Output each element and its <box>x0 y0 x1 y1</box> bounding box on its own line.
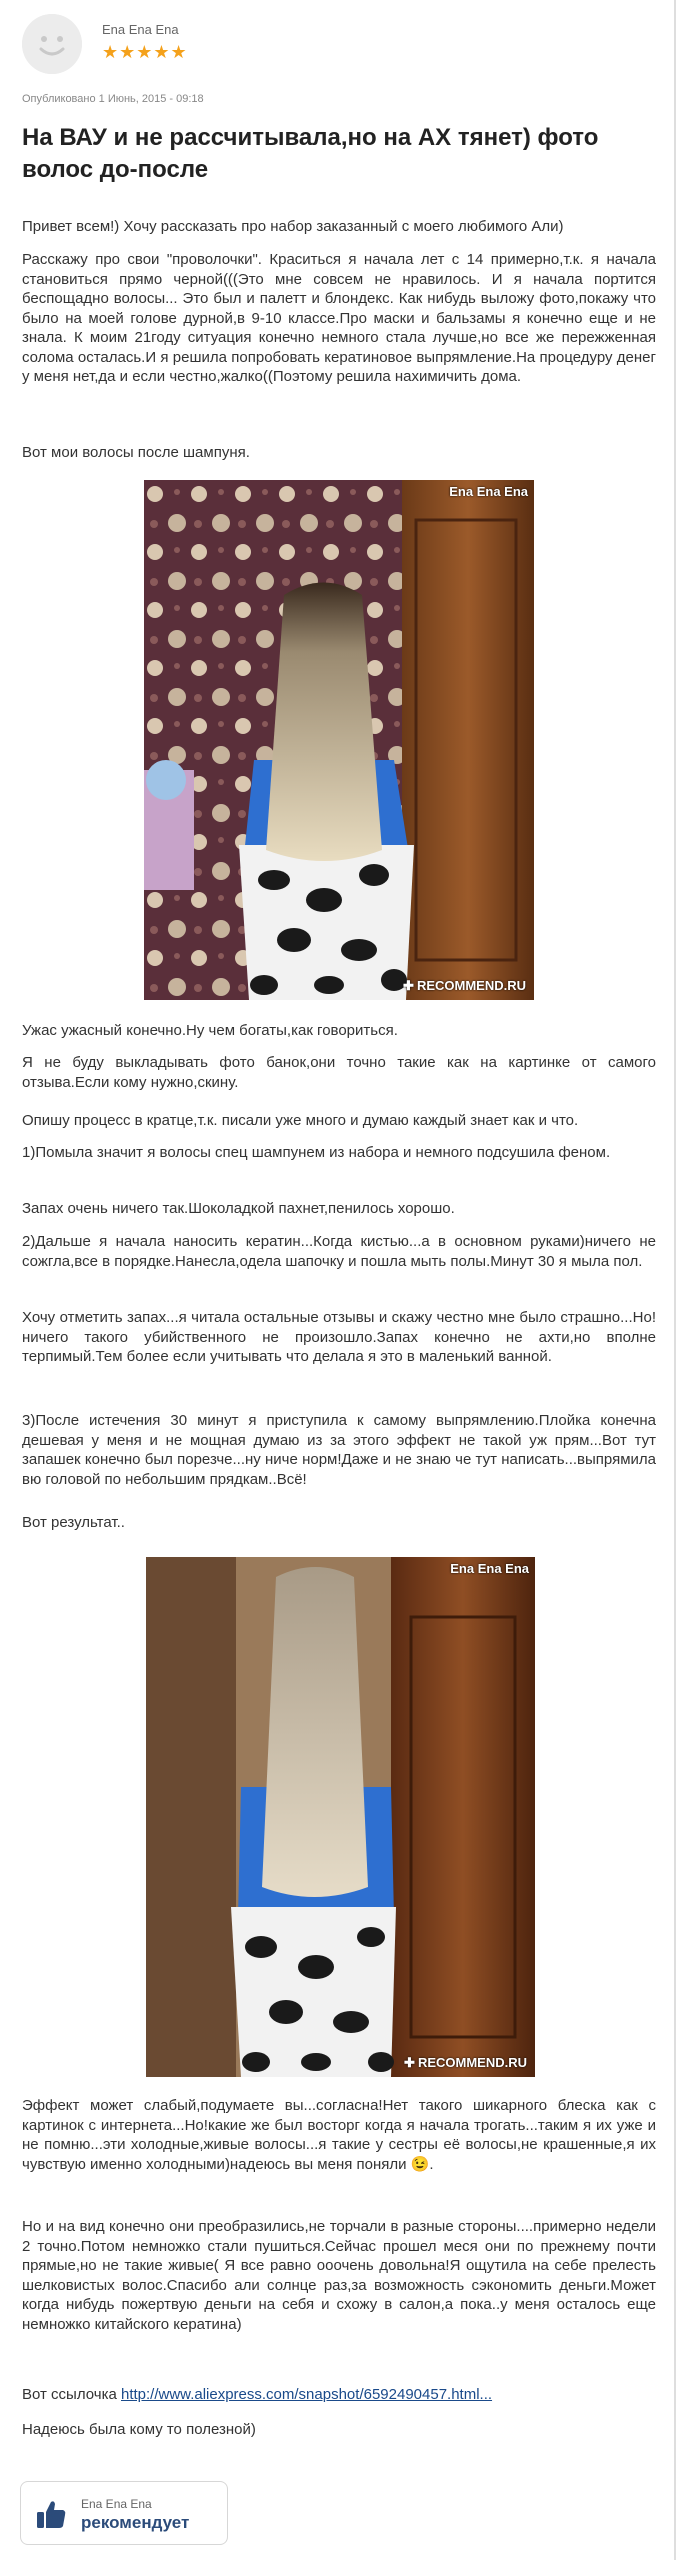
rating-stars: ★★★★★ <box>102 42 188 62</box>
photo-watermark-site: ✚ RECOMMEND.RU <box>403 978 526 993</box>
recommend-logo-icon: ✚ <box>404 2055 415 2070</box>
paragraph-10: Но и на вид конечно они преобразились,не торчали в разные стороны....примерно недели 2 точно.Потом немножко стали пушиться.Сейчас прошел меся они по прежнему почти прямые,но не такие живые( Я все равно ооочень довольна!Я ощутила на себе прелесть шелковистых волос.Спасибо али солнце раз,за возможность сэкономить деньги.Может когда нибудь пожертвую деньги на себя и схожу в салон,а пока..у меня осталось еще немножко китайского кератина) <box>22 2218 656 2333</box>
paragraph-closing: Надеюсь была кому то полезной) <box>22 2421 256 2438</box>
photo-watermark-author: Ena Ena Ena <box>450 1561 529 1576</box>
recommend-logo-icon: ✚ <box>403 978 414 993</box>
author-name[interactable]: Ena Ena Ena <box>102 22 179 37</box>
paragraph-9: Эффект может слабый,подумаете вы...согласна!Нет такого шикарного блеска как с картинок с интернета...Но!какие же был восторг когда я начала трогать...таким я их уже и не помню...эти холодные,живые волосы...я такие у сестры её волосы,не крашенные,я их чувствую именно холодными)надеюсь вы меня поняли 😉. <box>22 2097 656 2173</box>
paragraph-intro: Привет всем!) Хочу рассказать про набор заказанный с моего любимого Али) <box>22 218 564 235</box>
photo-watermark-site: ✚ RECOMMEND.RU <box>404 2055 527 2070</box>
smiley-icon <box>22 14 82 74</box>
hair-after-image <box>146 1557 535 2077</box>
paragraph-5: Запах очень ничего так.Шоколадкой пахнет,пенилось хорошо. <box>22 1200 455 1217</box>
paragraph-8: 3)После истечения 30 минут я приступила к самому выпрямлению.Плойка конечна дешевая у меня и не мощная думаю из за этого эффект не такой уж прям...Вот тут запашек конечно был порезче...ну ниче норм!Даже и не знаю че тут написать...выпрямила вю головой по небольшим прядкам..Всё! <box>22 1412 656 1488</box>
paragraph-3: Опишу процесс в кратце,т.к. писали уже много и думаю каждый знает как и что. <box>22 1112 579 1129</box>
photo-after[interactable] <box>146 1557 535 2077</box>
recommend-badge[interactable] <box>20 2481 228 2545</box>
hair-before-image <box>144 480 534 1000</box>
paragraph-7: Хочу отметить запах...я читала остальные отзывы и скажу честно мне было страшно...Но!ничего такого убийственного не произошло.Запах конечно не ахти,но вполне терпимый.Тем более если учитывать что делала я это в маленький ванной. <box>22 1309 656 1365</box>
recommend-label: рекомендует <box>81 2513 190 2532</box>
paragraph-1: Ужас ужасный конечно.Ну чем богаты,как говориться. <box>22 1022 398 1039</box>
recommend-author-name: Ena Ena Ena <box>81 2497 152 2511</box>
paragraph-6: 2)Дальше я начала наносить кератин...Когда кистью...а в основном руками)ничего не сожгла,все в порядке.Нанесла,одела шапочку и пошла мыть полы.Минут 30 я мыла пол. <box>22 1233 656 1270</box>
thumbs-up-icon <box>35 2498 67 2530</box>
paragraph-4: 1)Помыла значит я волосы спец шампунем из набора и немного подсушила феном. <box>22 1144 611 1161</box>
paragraph-story: Расскажу про свои "проволочки". Краситься я начала лет с 14 примерно,т.к. я начала становиться прямо черной(((Это мне совсем не нравилось. И я начала портится беспощадно волосы... Это был и палетт и блондекс. Как нибудь выложу фото,покажу что было на моей голове дурной,в 9-10 классе.Про маски и бальзамы я конечно еще и не знала. К моим 21году ситуация конечно немного стала лучше,но все же пережженная солома осталась.И я решила попробовать кератиновое выпрямление.На процедуру денег у меня нет,да и если честно,жалко((Поэтому решила нахимичить дома. <box>22 251 656 385</box>
avatar[interactable] <box>22 14 82 74</box>
aliexpress-link[interactable]: http://www.aliexpress.com/snapshot/6592490457.html... <box>121 2386 493 2403</box>
review-title: На ВАУ и не рассчитывала,но на АХ тянет) фото волос до-после <box>22 124 599 183</box>
paragraph-before: Вот мои волосы после шампуня. <box>22 444 250 461</box>
paragraph-link <box>22 2385 656 2405</box>
paragraph-after: Вот результат.. <box>22 1514 125 1531</box>
link-prefix: Вот ссылочка <box>22 2386 121 2403</box>
photo-watermark-author: Ena Ena Ena <box>449 484 528 499</box>
photo-before[interactable] <box>144 480 534 1000</box>
paragraph-2: Я не буду выкладывать фото банок,они точно такие как на картинке от самого отзыва.Если кому нужно,скину. <box>22 1054 656 1091</box>
published-date: Опубликовано 1 Июнь, 2015 - 09:18 <box>22 93 204 105</box>
